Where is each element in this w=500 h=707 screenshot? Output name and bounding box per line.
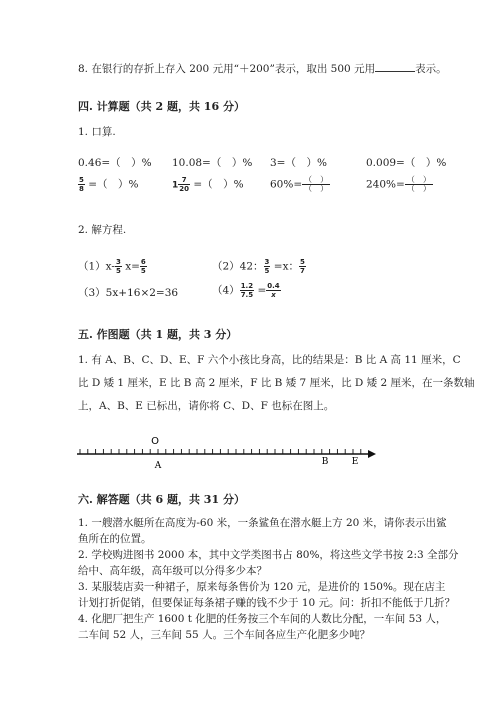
paren-fraction: $\frac{( )}{( )}$ [406, 175, 431, 193]
section-6-heading: 六. 解答题（共 6 题，共 31 分） [78, 493, 245, 506]
fraction: $\frac{7}{20}$ [179, 176, 190, 193]
eq1-pre: （1）x- [78, 260, 115, 273]
text-line: 比 D 矮 1 厘米，E 比 B 高 2 厘米，F 比 B 矮 7 厘米，比 D 矮 2 厘米，在一条数轴 [78, 377, 475, 389]
equation-2 [212, 258, 306, 275]
eq1-mid: x= [125, 260, 140, 273]
problem-line: 计划打折促销，但要保证每条裙子赚的钱不少于 10 元。问：折扣不能低于几折？ [78, 597, 456, 609]
section-4-heading: 四. 计算题（共 2 题，共 16 分） [78, 100, 245, 113]
equation-1 [78, 258, 147, 275]
label-origin: O [151, 436, 159, 447]
problem-line: 2. 学校购进图书 2000 本，其中文学类图书占 80%，将这些文学书按 2:3 全部分 [78, 549, 459, 561]
oral-calc-label: 1. 口算. [78, 126, 116, 138]
problem-line: 1. 一艘潜水艇所在高度为-60 米，一条鲨鱼在潜水艇上方 20 米，请你表示出鲨 [78, 517, 447, 529]
mixed-whole: 1 [172, 180, 179, 191]
problem-line: 鱼所在的位置。 [78, 533, 152, 545]
problem-line: 4. 化肥厂把生产 1600 t 化肥的任务按三个车间的人数比分配，一车间 53 人， [78, 613, 447, 625]
fraction: $\frac{3}{5}$ [264, 258, 270, 275]
eq4-pre: （4） [212, 284, 240, 297]
oral-item-5 [78, 176, 139, 193]
oral-item-4: 0.009=（ ）% [366, 157, 447, 169]
answer-blank[interactable] [375, 62, 415, 72]
equation-4 [212, 282, 281, 299]
fraction: $\frac{6}{5}$ [140, 258, 146, 275]
axis-arrow [368, 450, 376, 458]
oral-item-6-rest: =（ ）% [193, 178, 244, 191]
number-line-ticks [80, 449, 361, 454]
eq2-pre: （2）42： [212, 260, 264, 273]
oral-item-2: 10.08=（ ）% [172, 157, 253, 169]
label-e: E [351, 457, 359, 467]
fraction: $\frac{0.4}{x}$ [267, 282, 280, 299]
fraction: $\frac{1.2}{7.5}$ [240, 282, 254, 299]
equation-3: （3）5x+16×2=36 [78, 287, 179, 299]
q8-text-end: 表示。 [415, 63, 447, 75]
oral-item-6 [172, 176, 244, 193]
problem-line: 二车间 52 人，三车间 55 人。三个车间各应生产化肥多少吨？ [78, 629, 371, 641]
section-5-heading: 五. 作图题（共 1 题，共 3 分） [78, 328, 238, 341]
oral-item-1: 0.46=（ ）% [78, 157, 152, 169]
oral-item-8-pre: 240%= [366, 178, 405, 191]
oral-item-7-pre: 60%= [270, 178, 303, 191]
question-8 [78, 61, 447, 76]
text-line: 1. 有 A、B、C、D、E、F 六个小孩比身高，比的结果是：B 比 A 高 11 厘米，C [78, 354, 461, 366]
q8-text: 8. 在银行的存折上存入 200 元用“＋200”表示，取出 500 元用 [78, 63, 376, 75]
problem-line: 3. 某服装店卖一种裙子，原来每条售价为 120 元，是进价的 150%。现在店主 [78, 581, 446, 593]
text-line: 上，A、B、E 已标出，请你将 C、D、F 也标在图上。 [78, 400, 335, 412]
drawing-question-text [78, 349, 475, 418]
oral-item-7 [270, 176, 330, 193]
eq2-mid: =x： [273, 260, 299, 273]
label-a: A [154, 461, 162, 471]
solve-equations-label: 2. 解方程. [78, 224, 127, 236]
oral-item-5-rest: =（ ）% [88, 178, 139, 191]
label-b: B [321, 457, 329, 467]
word-problems [78, 515, 459, 643]
fraction: $\frac{3}{5}$ [115, 258, 121, 275]
eq4-mid: = [257, 284, 267, 297]
oral-item-8 [366, 176, 433, 193]
fraction: $\frac{5}{7}$ [300, 258, 305, 275]
fraction: $\frac{5}{8}$ [79, 176, 84, 193]
paren-fraction: $\frac{( )}{( )}$ [304, 175, 329, 193]
oral-item-3: 3=（ ）% [270, 157, 327, 169]
problem-line: 给中、高年级，高年级可以分得多少本？ [78, 565, 267, 577]
number-line[interactable] [0, 433, 500, 473]
